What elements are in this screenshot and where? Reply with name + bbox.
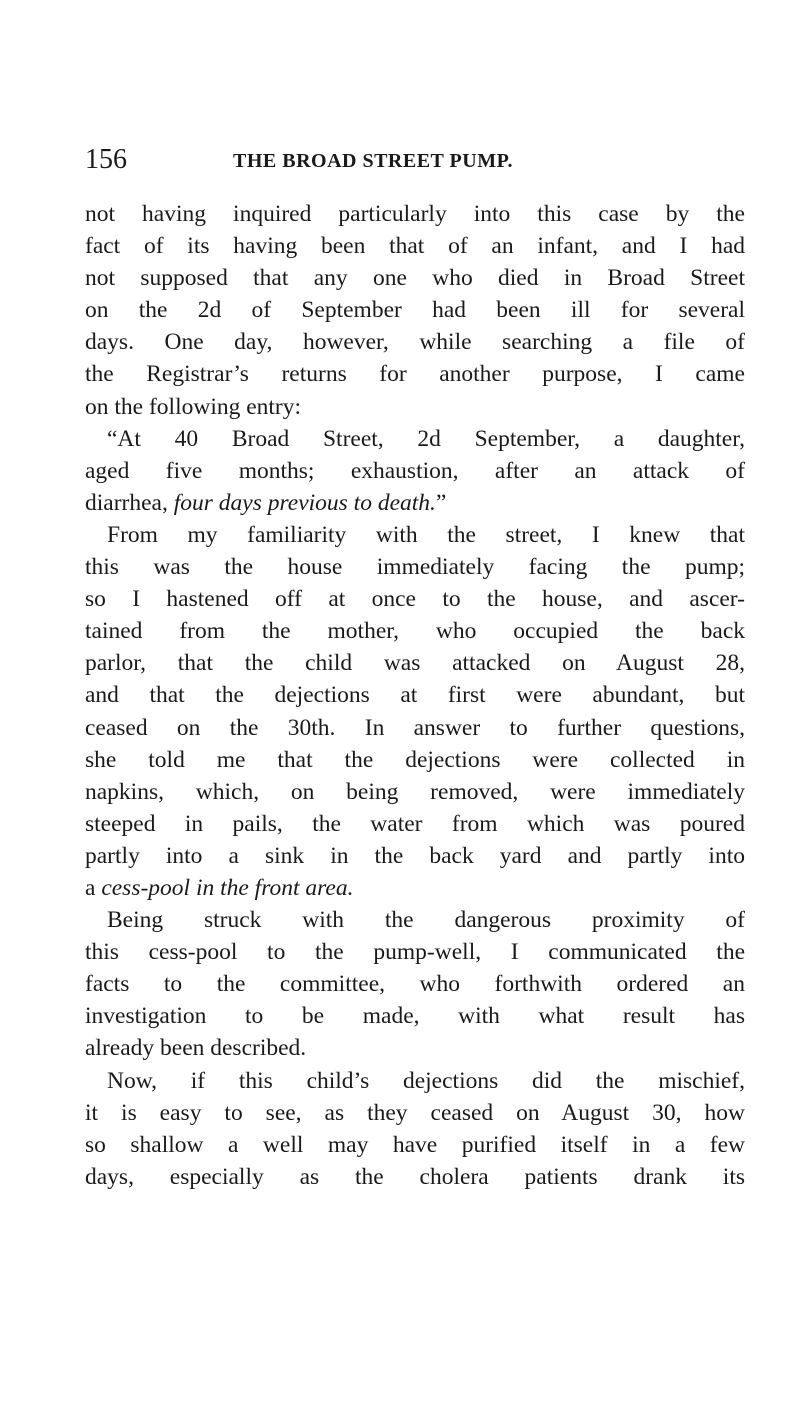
text-line: not having inquired particularly into this case by the bbox=[85, 201, 745, 227]
text-line: ceased on the 30th. In answer to further questions, bbox=[85, 714, 745, 741]
text-fragment: diarrhea, bbox=[85, 489, 168, 516]
text-line: and that the dejections at first were abundant, but bbox=[85, 682, 745, 709]
text-line: partly into a sink in the back yard and partly into bbox=[85, 842, 745, 869]
text-line: investigation to be made, with what result has bbox=[85, 1003, 745, 1030]
text-line: not supposed that any one who died in Broad Street bbox=[85, 265, 745, 292]
text-line: it is easy to see, as they ceased on August 30, how bbox=[85, 1099, 745, 1126]
text-line: on the 2d of September had been ill for several bbox=[85, 297, 745, 324]
text-line: “At 40 Broad Street, 2d September, a daughter, bbox=[107, 425, 745, 452]
text-line: on the following entry: bbox=[85, 393, 302, 420]
text-line: days. One day, however, while searching a file of bbox=[85, 329, 745, 356]
text-line-mixed bbox=[85, 872, 745, 904]
text-line: already been described. bbox=[85, 1035, 307, 1062]
text-line: tained from the mother, who occupied the back bbox=[85, 618, 745, 645]
text-line-mixed bbox=[85, 487, 745, 519]
text-line: parlor, that the child was attacked on August 28, bbox=[85, 650, 745, 677]
text-fragment: ” bbox=[435, 489, 447, 516]
page-header bbox=[85, 145, 745, 175]
text-line: Now, if this child’s dejections did the mischief, bbox=[107, 1067, 745, 1094]
text-line: napkins, which, on being removed, were immediately bbox=[85, 778, 745, 805]
paragraph-3 bbox=[85, 904, 745, 1064]
body-text bbox=[85, 198, 745, 1193]
text-line: the Registrar’s returns for another purpose, I came bbox=[85, 361, 745, 388]
paragraph-1 bbox=[85, 198, 745, 423]
text-line: Being struck with the dangerous proximity of bbox=[107, 907, 745, 934]
text-line: this was the house immediately facing the pump; bbox=[85, 554, 745, 581]
text-line: this cess-pool to the pump-well, I communicated the bbox=[85, 939, 745, 966]
paragraph-4 bbox=[85, 1065, 745, 1193]
text-fragment: a bbox=[85, 874, 96, 901]
paragraph-2 bbox=[85, 519, 745, 904]
text-line: days, especially as the cholera patients drank its bbox=[85, 1163, 745, 1190]
text-line: steeped in pails, the water from which was poured bbox=[85, 810, 745, 837]
text-line: From my familiarity with the street, I knew that bbox=[107, 521, 745, 548]
text-line: fact of its having been that of an infant, and I had bbox=[85, 233, 745, 260]
text-line: she told me that the dejections were collected in bbox=[85, 746, 745, 773]
text-line: so I hastened off at once to the house, and ascer- bbox=[85, 586, 745, 613]
quoted-entry bbox=[85, 423, 745, 519]
page-number: 156 bbox=[85, 144, 127, 175]
italic-fragment: four days previous to death. bbox=[173, 489, 436, 516]
text-line: aged five months; exhaustion, after an attack of bbox=[85, 457, 745, 484]
text-line: so shallow a well may have purified itself in a few bbox=[85, 1131, 745, 1158]
italic-fragment: cess-pool in the front area. bbox=[101, 874, 354, 901]
text-line: facts to the committee, who forthwith ordered an bbox=[85, 971, 745, 998]
running-head: THE BROAD STREET PUMP. bbox=[233, 150, 513, 172]
